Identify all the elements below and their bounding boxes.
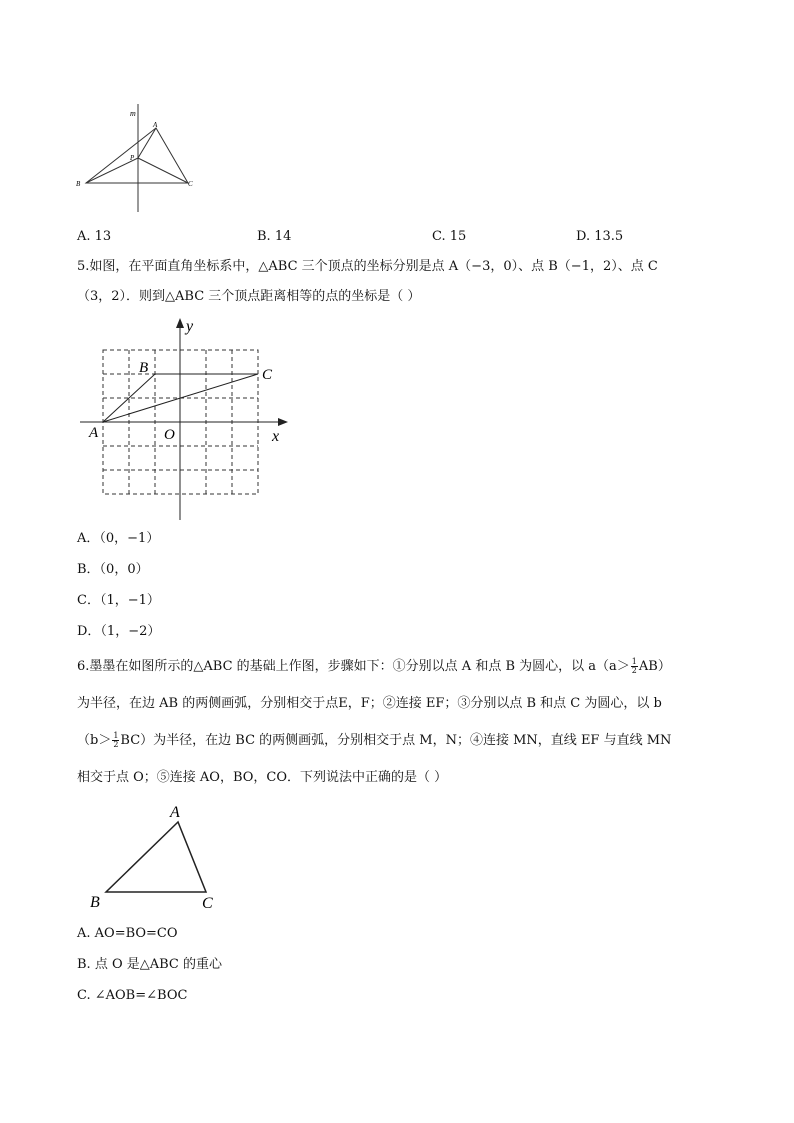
q4-option-a: A. 13 [77, 229, 112, 244]
q6-option-b: B. 点 O 是△ABC 的重心 [77, 957, 222, 972]
q5-option-b: B．（0，0） [77, 562, 149, 577]
fraction-half: $\frac{1}{2}$ [113, 731, 119, 749]
label-x: x [272, 428, 280, 445]
label-o: O [164, 427, 175, 443]
triangle-abc [106, 822, 206, 892]
label-y: y [186, 318, 194, 335]
label-b: B [76, 180, 81, 188]
x-axis-arrow [278, 418, 288, 426]
label-a: A [170, 804, 180, 821]
label-m: m [130, 109, 136, 118]
label-c: C [202, 895, 213, 912]
label-b: B [90, 894, 100, 911]
q6-stem-line1-part1: 6.墨墨在如图所示的△ABC 的基础上作图，步骤如下：①分别以点 A 和点 B 为圆心，以 a（a＞ [77, 659, 630, 674]
y-axis-arrow [176, 318, 184, 328]
q4-option-d: D. 13.5 [576, 229, 624, 244]
q6-stem-line1 [77, 658, 671, 676]
q6-figure [84, 800, 224, 912]
q4-option-b: B. 14 [257, 229, 292, 244]
label-c: C [262, 367, 273, 383]
q6-stem-line3 [77, 732, 671, 750]
label-c: C [188, 180, 193, 188]
q4-option-c: C. 15 [432, 229, 467, 244]
q5-stem-line2: （3，2）．则到△ABC 三个顶点距离相等的点的坐标是（ ） [77, 289, 421, 304]
q5-option-d: D．（1，−2） [77, 624, 161, 639]
q5-option-a: A．（0，−1） [77, 531, 160, 546]
q5-option-c: C．（1，−1） [77, 593, 160, 608]
q6-stem-line3-part1: （b＞ [77, 733, 112, 748]
q6-option-a: A. AO=BO=CO [77, 926, 178, 941]
triangle-abc [86, 128, 188, 183]
q4-figure [70, 98, 200, 216]
label-a: A [153, 121, 158, 129]
q6-option-c: C. ∠AOB=∠BOC [77, 988, 188, 1003]
q6-stem-line3-part2: BC）为半径，在边 BC 的两侧画弧，分别相交于点 M，N；④连接 MN，直线 EF 与直线 MN [120, 733, 672, 748]
q6-stem-line4: 相交于点 O；⑤连接 AO，BO，CO．下列说法中正确的是（ ） [77, 770, 448, 785]
q5-stem-line1: 5.如图，在平面直角坐标系中，△ABC 三个顶点的坐标分别是点 A（−3，0）、点 B（−1，2）、点 C [77, 259, 658, 274]
fraction-half: $\frac{1}{2}$ [631, 657, 637, 675]
q6-stem-line1-part2: AB） [638, 659, 671, 674]
label-a: A [89, 425, 99, 441]
label-p: P [130, 154, 135, 162]
label-b: B [139, 360, 149, 376]
segment-pa [138, 128, 156, 158]
q6-stem-line2: 为半径，在边 AB 的两侧画弧，分别相交于点E，F；②连接 EF；③分别以点 B 和点 C 为圆心，以 b [77, 696, 662, 711]
q5-figure [72, 312, 300, 524]
